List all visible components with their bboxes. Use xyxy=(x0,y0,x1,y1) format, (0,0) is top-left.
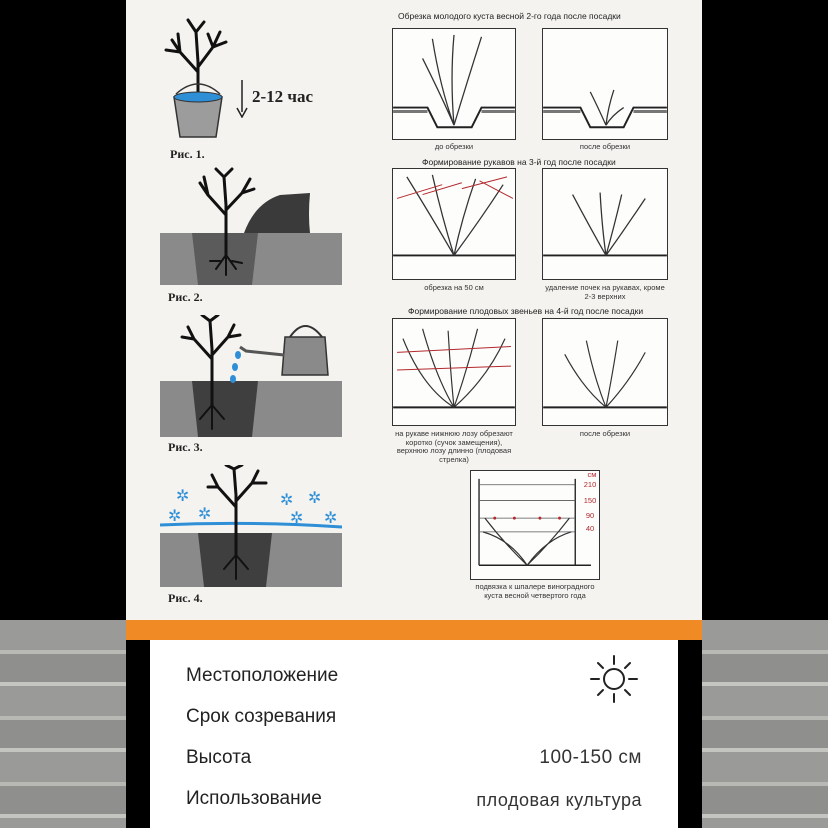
down-arrow-icon xyxy=(236,80,248,118)
usage-value: плодовая культура xyxy=(476,790,642,810)
fig2-label: Рис. 2. xyxy=(168,290,203,304)
diagram2-after-caption: удаление почек на рукавах, кроме 2-3 верхних xyxy=(545,283,665,301)
vine-arms-cut-drawing xyxy=(393,169,515,279)
wood-background-right xyxy=(702,620,828,828)
trellis-mark-90: 90 xyxy=(585,511,595,520)
vine-before-pruning-drawing xyxy=(393,29,515,139)
trellis-mark-40: 40 xyxy=(585,524,595,533)
diagram2-title: Формирование рукавов на 3-й год после посадки xyxy=(422,157,616,167)
fruit-links-pruned-drawing xyxy=(543,319,667,425)
svg-text:✲: ✲ xyxy=(308,488,322,507)
fig3-label: Рис. 3. xyxy=(168,440,203,454)
height-value: 100-150 см xyxy=(539,747,642,768)
diagram3-before-frame xyxy=(392,318,516,426)
diagram1-title: Обрезка молодого куста весной 2-го года после посадки xyxy=(398,11,621,21)
diagram3-after-frame xyxy=(542,318,668,426)
svg-text:✲: ✲ xyxy=(176,486,190,505)
ripening-label: Срок созревания xyxy=(186,706,337,727)
sun-icon xyxy=(588,653,640,705)
usage-label: Использование xyxy=(186,788,322,809)
diagram2-before-frame xyxy=(392,168,516,280)
diagram2-after-frame xyxy=(542,168,668,280)
diagram3-before-caption: на рукаве нижнюю лозу обрезают коротко (сучок замещения), верхнюю лозу длинно (плодовая стрелка) xyxy=(395,429,513,464)
diagram1-before-frame xyxy=(392,28,516,140)
fig4-label: Рис. 4. xyxy=(168,591,203,605)
svg-text:✲: ✲ xyxy=(290,508,304,527)
fruit-links-forming-drawing xyxy=(393,319,515,425)
trellis-caption: подвязка к шпалере виноградного куста весной четвертого года xyxy=(475,582,595,600)
diagram1-after-frame xyxy=(542,28,668,140)
vine-after-pruning-drawing xyxy=(543,29,667,139)
fig3-watering-illustration xyxy=(160,315,342,437)
trellis-unit-label: см xyxy=(587,470,597,479)
trellis-mark-210: 210 xyxy=(583,480,597,489)
location-label: Местоположение xyxy=(186,665,339,686)
diagram1-after-caption: после обрезки xyxy=(579,142,631,151)
vine-buds-removed-drawing xyxy=(543,169,667,279)
height-label: Высота xyxy=(186,747,252,768)
fig2-planting-illustration xyxy=(160,165,342,285)
soaking-time-label: 2-12 час xyxy=(252,87,314,106)
orange-divider-band xyxy=(126,620,702,640)
diagram3-title: Формирование плодовых звеньев на 4-й год после посадки xyxy=(408,306,644,316)
diagram1-before-caption: до обрезки xyxy=(434,142,474,151)
fig1-label: Рис. 1. xyxy=(170,147,205,161)
wood-background-left xyxy=(0,620,126,828)
svg-text:✲: ✲ xyxy=(280,490,294,509)
fig1-soaking-illustration xyxy=(158,12,258,142)
diagram3-after-caption: после обрезки xyxy=(579,429,631,438)
svg-text:✲: ✲ xyxy=(168,506,182,525)
diagram2-before-caption: обрезка на 50 см xyxy=(424,283,484,292)
svg-text:✲: ✲ xyxy=(198,504,212,523)
fig4-winter-illustration xyxy=(160,465,342,587)
trellis-mark-150: 150 xyxy=(583,496,597,505)
svg-text:✲: ✲ xyxy=(324,508,338,527)
